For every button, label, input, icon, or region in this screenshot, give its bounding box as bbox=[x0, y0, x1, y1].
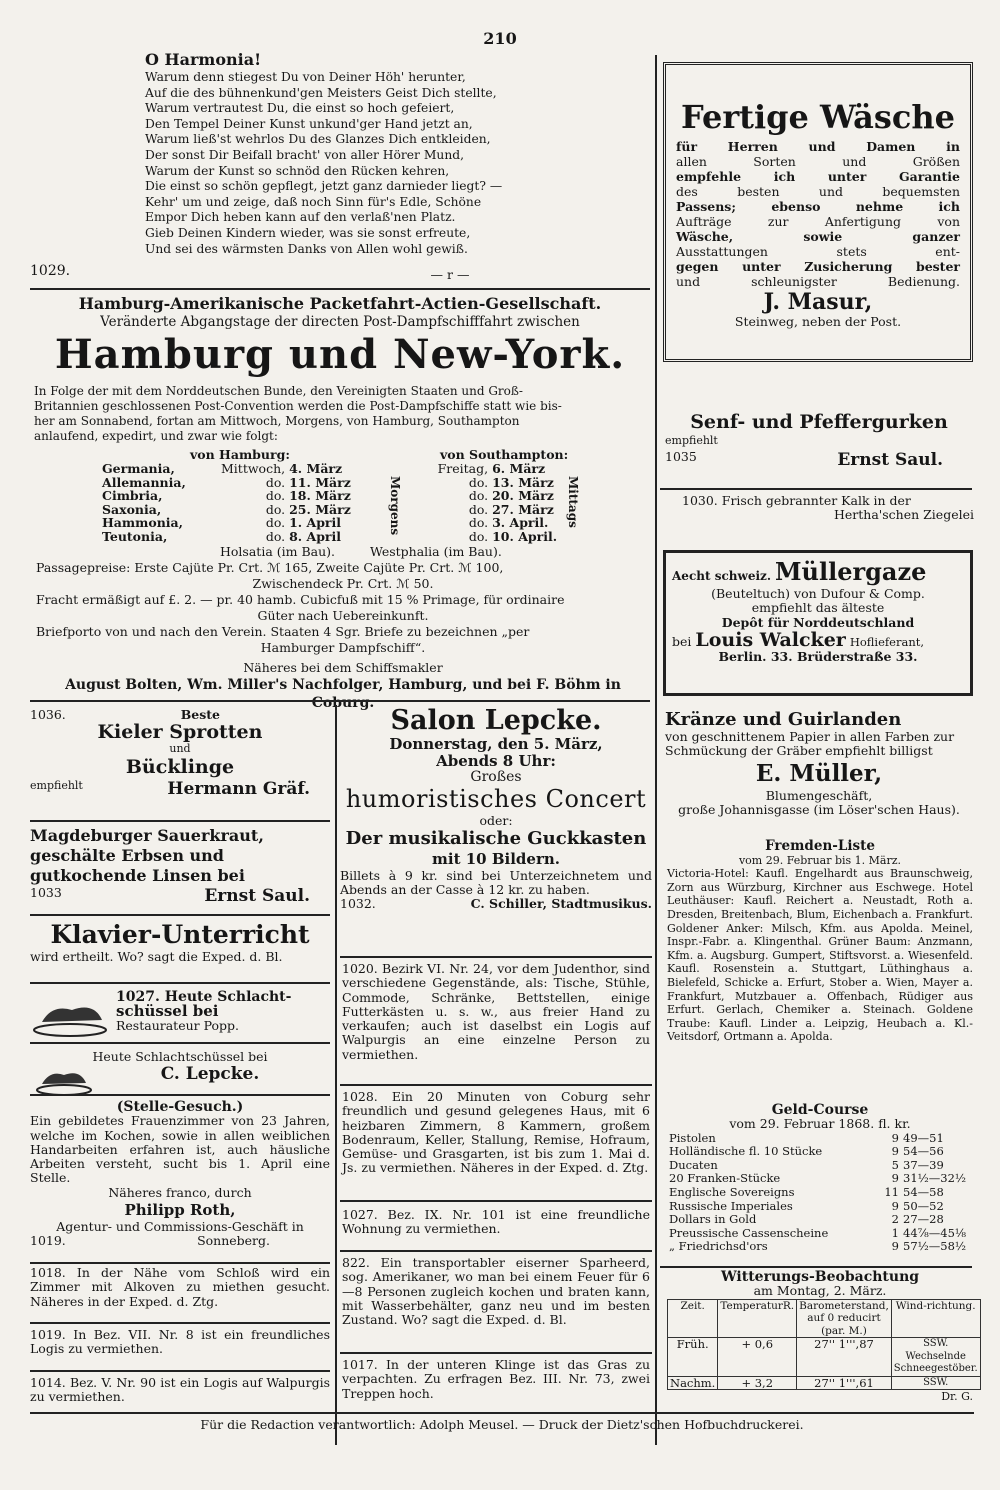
poem-line: Warum ließ'st wehrlos Du des Glanzes Dich entkleiden, bbox=[145, 132, 491, 147]
geld-row bbox=[667, 1213, 973, 1227]
witterung-header: TemperaturR. bbox=[718, 1299, 797, 1338]
geld-kr: 57½—58½ bbox=[903, 1239, 967, 1254]
witterung-header: Barometerstand, auf 0 reducirt (par. M.) bbox=[797, 1299, 892, 1338]
geld-kr: 27—28 bbox=[903, 1212, 944, 1227]
ad-822: 822. Ein transportabler eiserner Sparheerd, sog. Amerikaner, wo man bei einem Feuer für 6—8 Personen zugleich kochen und braten kann, mit Wasserbehälter, ganz neu und im besten Zustand. Wo? sagt die Exped. d. Bl. bbox=[342, 1255, 650, 1328]
schedule-date: 18. März bbox=[289, 488, 351, 504]
geld-name: Ducaten bbox=[669, 1157, 718, 1172]
schedule-ship: Germania, bbox=[102, 461, 175, 476]
rule bbox=[340, 1250, 652, 1252]
rule bbox=[30, 1370, 330, 1372]
geld-kr: 54—58 bbox=[903, 1184, 944, 1199]
geld-name: Pistolen bbox=[669, 1130, 716, 1145]
morgens-label: Morgens bbox=[388, 476, 402, 536]
hapag-ad bbox=[30, 294, 650, 379]
schedule-row bbox=[100, 489, 589, 503]
rule bbox=[340, 1084, 652, 1086]
hapag-headline: Hamburg und New-York. bbox=[54, 331, 626, 378]
geld-fl: 9 bbox=[891, 1171, 899, 1186]
geld-fl: 9 bbox=[891, 1130, 899, 1145]
geld-kr: 31½—32½ bbox=[903, 1171, 967, 1186]
schedule-row bbox=[100, 476, 589, 490]
schedule-date2: 20. März bbox=[492, 488, 554, 504]
ad-1019b: 1019. In Bez. VII. Nr. 8 ist ein freundliches Logis zu vermiethen. bbox=[30, 1327, 330, 1357]
geld-name: Englische Sovereigns bbox=[669, 1184, 795, 1199]
schedule-day2: do. bbox=[468, 501, 489, 517]
rule bbox=[30, 982, 330, 984]
poem-line: Warum vertrautest Du, die einst so hoch gefeiert, bbox=[145, 101, 455, 116]
schedule-table bbox=[100, 462, 589, 544]
schedule-ship: Teutonia, bbox=[102, 528, 168, 544]
hapag-details bbox=[36, 560, 650, 712]
poem-line: Den Tempel Deiner Kunst unkund'ger Hand jetzt an, bbox=[145, 116, 473, 131]
rule bbox=[30, 288, 650, 290]
geld-row bbox=[667, 1227, 973, 1241]
poem-line: Die einst so schön gepflegt, jetzt ganz darnieder liegt? — bbox=[145, 179, 503, 194]
sprotten-number: 1036. bbox=[30, 707, 66, 722]
mittags-label: Mittags bbox=[566, 476, 580, 528]
geld-fl: 2 bbox=[891, 1212, 899, 1227]
ad-1028: 1028. Ein 20 Minuten von Coburg sehr freundlich und gesund gelegenes Haus, mit 6 heizbaren Zimmern, 8 Kammern, großem Bodenraum, Keller, Stallung, Remise, Hofraum, Gemüse- und Grasgarten, ist bis zum 1. Mai d. Js. zu vermiethen. Näheres in der Exped. d. Ztg. bbox=[342, 1089, 650, 1176]
geld-headline: Geld-Course bbox=[771, 1102, 869, 1118]
waesche-ad bbox=[663, 62, 973, 362]
senf-name: Ernst Saul. bbox=[837, 450, 943, 471]
witterung-signature: Dr. G. bbox=[941, 1390, 973, 1404]
witterung-baro: 27'' 1''',61 bbox=[797, 1376, 892, 1390]
hapag-company: Hamburg-Amerikanische Packetfahrt-Actien-Gesellschaft. bbox=[78, 294, 602, 313]
hapag-intro-line: In Folge der mit dem Norddeutschen Bunde, den Vereinigten Staaten und Groß- bbox=[34, 384, 523, 398]
sprotten-ad: 1036. Beste Kieler Sprotten und Bücklinge empfiehlt Hermann Gräf. bbox=[30, 708, 330, 799]
sausage-icon bbox=[32, 998, 112, 1038]
muellergaze-address: Berlin. 33. Brüderstraße 33. bbox=[718, 648, 918, 664]
sprotten-name: Hermann Gräf. bbox=[167, 778, 310, 799]
schedule-date: 1. April bbox=[289, 515, 342, 531]
witterung-date: am Montag, 2. März. bbox=[753, 1283, 887, 1299]
waesche-line: Passens; ebenso nehme ich bbox=[676, 199, 960, 214]
geld-fl: 9 bbox=[891, 1144, 899, 1159]
schedule-block bbox=[100, 462, 620, 544]
rule bbox=[340, 1200, 652, 1202]
poem-title: O Harmonia! bbox=[145, 50, 262, 69]
schedule-row bbox=[100, 503, 589, 517]
column-rule bbox=[335, 705, 337, 1445]
waesche-address: Steinweg, neben der Post. bbox=[734, 314, 902, 329]
muellergaze-ad: Aecht schweiz. Müllergaze (Beuteltuch) von Dufour & Comp. empfiehlt das älteste Depôt für Norddeutschland bei Louis Walcker Hoflieferant, Berlin. 33. Brüderstraße 33. bbox=[663, 550, 973, 696]
geld-kr: 50—52 bbox=[903, 1198, 944, 1213]
rule bbox=[30, 1094, 330, 1096]
schedule-day: do. bbox=[265, 528, 286, 544]
freight-2: Güter nach Uebereinkunft. bbox=[257, 608, 429, 623]
geld-row bbox=[667, 1240, 973, 1254]
poem-number: 1029. bbox=[30, 263, 71, 279]
waesche-name: J. Masur, bbox=[763, 289, 873, 315]
schedule-day: do. bbox=[265, 488, 286, 504]
sauerkraut-name: Ernst Saul. bbox=[204, 886, 310, 906]
poem-line: Und sei des wärmsten Danks von Allen wohl gewiß. bbox=[145, 241, 468, 256]
schlacht-ad-1: 1027. Heute Schlacht- schüssel bei Restaurateur Popp. bbox=[30, 990, 330, 1033]
waesche-line: Ausstattungen stets ent- bbox=[676, 244, 960, 259]
waesche-headline: Fertige Wäsche bbox=[680, 98, 955, 136]
fremden-ad bbox=[667, 840, 973, 1044]
waesche-line: für Herren und Damen in bbox=[676, 139, 960, 154]
rule bbox=[30, 914, 330, 916]
lepcke-number: 1032. bbox=[340, 896, 376, 912]
schedule-ship: Saxonia, bbox=[102, 501, 162, 517]
schedule-day2: Freitag, bbox=[437, 461, 489, 476]
schedule-day: do. bbox=[265, 515, 286, 531]
postage-1: Briefporto von und nach den Verein. Staaten 4 Sgr. Briefe zu bezeichnen „per bbox=[36, 624, 530, 639]
poem-lines bbox=[145, 70, 635, 257]
poem-line: Warum denn stiegest Du von Deiner Höh' herunter, bbox=[145, 70, 466, 84]
witterung-temp: + 3,2 bbox=[718, 1376, 797, 1390]
schedule-day2: do. bbox=[468, 528, 489, 544]
klavier-ad: Klavier-Unterricht wird ertheilt. Wo? sagt die Exped. d. Bl. bbox=[30, 920, 330, 964]
witterung-time: Nachm. bbox=[668, 1376, 718, 1390]
stelle-headline: (Stelle-Gesuch.) bbox=[116, 1099, 244, 1115]
geld-name: Holländische fl. 10 Stücke bbox=[669, 1144, 823, 1159]
hapag-intro-line: her am Sonnabend, fortan am Mittwoch, Morgens, von Hamburg, Southampton bbox=[34, 414, 520, 428]
rule bbox=[30, 820, 330, 822]
hapag-intro-line: anlaufend, expedirt, und zwar wie folgt: bbox=[34, 429, 278, 443]
fremden-headline: Fremden-Liste bbox=[765, 838, 875, 854]
kalk-line-2: Hertha'schen Ziegelei bbox=[834, 507, 974, 523]
geld-fl: 5 bbox=[891, 1157, 899, 1172]
geld-row bbox=[667, 1186, 973, 1200]
schedule-day2: do. bbox=[468, 515, 489, 531]
witterung-table bbox=[667, 1299, 981, 1391]
schedule-ship: Cimbria, bbox=[102, 488, 163, 504]
schedule-date2: 13. März bbox=[492, 474, 554, 490]
hapag-subtitle: Veränderte Abgangstage der directen Post-Dampfschifffahrt zwischen bbox=[100, 314, 580, 330]
geld-row bbox=[667, 1132, 973, 1146]
ad-1020: 1020. Bezirk VI. Nr. 24, vor dem Judenthor, sind verschiedene Gegenstände, als: Tische, Stühle, Commode, Schränke, Bettstellen, einige Futterkästen u. s. w., aus freier Hand zu verkaufen; auch ist daselbst ein Logis auf Walpurgis an eine einzelne Person zu vermiethen. bbox=[342, 961, 650, 1062]
fares-1: Passagepreise: Erste Cajüte Pr. Crt. ℳ 165, Zweite Cajüte Pr. Crt. ℳ 100, bbox=[36, 560, 504, 575]
schedule-row bbox=[100, 516, 589, 530]
sausage-icon bbox=[34, 1066, 94, 1096]
waesche-line: gegen unter Zusicherung bester bbox=[676, 259, 960, 274]
witterung-header: Zeit. bbox=[668, 1299, 718, 1338]
rule bbox=[30, 1322, 330, 1324]
rule bbox=[30, 1412, 974, 1414]
schedule-ship: Hammonia, bbox=[102, 515, 183, 531]
geld-fl: 9 bbox=[891, 1198, 899, 1213]
geld-name: „ Friedrichsd'ors bbox=[669, 1239, 768, 1254]
schlacht-2-name: C. Lepcke. bbox=[160, 1064, 260, 1085]
schedule-date: 25. März bbox=[289, 501, 351, 517]
poem-line: Auf die des bühnenkund'gen Meisters Geist Dich stellte, bbox=[145, 85, 497, 100]
schedule-ship: Allemannia, bbox=[102, 474, 186, 490]
poem-line: Empor Dich heben kann auf den verlaß'nen Platz. bbox=[145, 210, 456, 225]
geld-name: Dollars in Gold bbox=[669, 1212, 757, 1227]
senf-empfiehlt: empfiehlt bbox=[665, 434, 718, 447]
geld-fl: 9 bbox=[891, 1239, 899, 1254]
geld-kr: 37—39 bbox=[903, 1157, 944, 1172]
witterung-temp: + 0,6 bbox=[718, 1338, 797, 1377]
sauerkraut-ad: Magdeburger Sauerkraut, geschälte Erbsen und gutkochende Linsen bei 1033 Ernst Saul. bbox=[30, 826, 310, 906]
rule bbox=[30, 1262, 330, 1264]
poem-line: Warum der Kunst so schnöd den Rücken kehren, bbox=[145, 163, 450, 178]
rule bbox=[340, 1352, 652, 1354]
senf-ad bbox=[665, 412, 973, 470]
kraenze-name: E. Müller, bbox=[755, 759, 883, 787]
postage-2: Hamburger Dampfschiff“. bbox=[260, 640, 426, 655]
column-rule bbox=[655, 55, 657, 1445]
muellergaze-line-3: Depôt für Norddeutschland bbox=[721, 614, 915, 630]
geld-row bbox=[667, 1200, 973, 1214]
poem bbox=[145, 50, 635, 257]
waesche-line: des besten und bequemsten bbox=[676, 184, 960, 199]
stelle-ad: (Stelle-Gesuch.) Ein gebildetes Frauenzimmer von 23 Jahren, welche im Kochen, sowie in allen weiblichen Handarbeiten erfahren ist, auch häusliche Arbeiten versteht, sucht bis 1. April eine Stelle. Näheres franco, durch Philipp Roth, Agentur- und Commissions-Geschäft in 1019. Sonneberg. bbox=[30, 1099, 330, 1249]
geld-fl: 1 bbox=[891, 1225, 899, 1240]
witterung-row bbox=[668, 1338, 981, 1377]
geld-kr: 49—51 bbox=[903, 1130, 944, 1145]
rule bbox=[340, 956, 652, 958]
lepcke-guckkasten: Der musikalische Guckkasten bbox=[345, 827, 647, 849]
schedule-row bbox=[100, 462, 589, 476]
fares-2: Zwischendeck Pr. Crt. ℳ 50. bbox=[252, 576, 434, 591]
schedule-day: Mittwoch, bbox=[221, 461, 286, 476]
geld-name: Preussische Cassenscheine bbox=[669, 1225, 829, 1240]
schedule-date2: 6. März bbox=[492, 461, 546, 476]
poem-signature: — r — bbox=[430, 267, 470, 282]
page-number: 210 bbox=[483, 29, 517, 48]
schedule-date: 8. April bbox=[289, 528, 342, 544]
muellergaze-prefix: Aecht schweiz. bbox=[672, 569, 771, 583]
witterung-wind: SSW. Wechselnde Schneegestöber. bbox=[891, 1338, 980, 1377]
waesche-line: empfehle ich unter Garantie bbox=[676, 169, 960, 184]
geld-row bbox=[667, 1172, 973, 1186]
schedule-date2: 10. April. bbox=[492, 528, 558, 544]
geld-name: Russische Imperiales bbox=[669, 1198, 793, 1213]
muellergaze-name: Louis Walcker bbox=[695, 628, 846, 651]
fremden-text: Victoria-Hotel: Kaufl. Engelhardt aus Braunschweig, Zorn aus Würzburg, Kirchner aus Eschwege. Hotel Leuthäuser: Kaufl. Reichert a. Neustadt, Roth a. Dresden, Breitenbach, Blum, Eichenbach a. Frankfurt. Goldener Anker: Milsch, Kfm. aus Apolda. Meinel, Inspr.-Fabr. a. Klingenthal. Grüner Baum: Anzmann, Kfm. a. Augsburg. Gumpert, Stiftsvorst. a. Wiesenfeld. Kaufl. Rosenstein a. Stuttgart, Lüthinghaus a. Bielefeld, Schicke a. Erfurt, Stober a. Wien, Mayer a. Frankfurt, Mutzbauer a. Offenbach, Rüdiger aus Erfurt. Gerlach, Chemiker a. Steinach. Goldene Traube: Kaufl. Linder a. Leipzig, Heubach a. Kl.-Veitsdorf, Ortmann a. Apolda. bbox=[667, 867, 973, 1044]
freight-1: Fracht ermäßigt auf £. 2. — pr. 40 hamb. Cubicfuß mit 15 % Primage, für ordinaire bbox=[36, 592, 565, 607]
hapag-intro bbox=[34, 384, 648, 444]
col-from-southampton: von Southampton: bbox=[440, 447, 569, 462]
poem-line: Kehr' um und zeige, daß noch Sinn für's Edle, Schöne bbox=[145, 194, 482, 209]
muellergaze-line-2: empfiehlt das älteste bbox=[751, 600, 885, 616]
schedule-date2: 27. März bbox=[492, 501, 554, 517]
lepcke-ad: Salon Lepcke. Donnerstag, den 5. März, Abends 8 Uhr: Großes humoristisches Concert oder: Der musikalische Guckkasten mit 10 Bildern. Billets à 9 kr. sind bei Unterzeichnetem und Abends an der Casse à 12 kr. zu haben. 1032. C. Schiller, Stadtmusikus. bbox=[340, 705, 652, 912]
building-right: Westphalia (im Bau). bbox=[370, 544, 502, 559]
schedule-date: 11. März bbox=[289, 474, 351, 490]
sauerkraut-number: 1033 bbox=[30, 885, 62, 900]
waesche-line: Aufträge zur Anfertigung von bbox=[676, 214, 960, 229]
waesche-line: Wäsche, sowie ganzer bbox=[676, 229, 960, 244]
senf-number: 1035 bbox=[665, 449, 697, 465]
rule bbox=[30, 1042, 330, 1044]
witterung-wind: SSW. bbox=[891, 1376, 980, 1390]
sprotten-line-1: Kieler Sprotten bbox=[97, 721, 263, 744]
rule bbox=[660, 1266, 972, 1268]
witterung-header: Wind-richtung. bbox=[891, 1299, 980, 1338]
hapag-intro-line: Britannien geschlossenen Post-Convention werden die Post-Dampfschiffe statt wie bis- bbox=[34, 399, 562, 413]
witterung-baro: 27'' 1''',87 bbox=[797, 1338, 892, 1377]
schedule-date: 4. März bbox=[289, 461, 343, 476]
geld-ad: Geld-Course vom 29. Februar 1868. fl. kr. Pistolen 9 49—51 Holländische fl. 10 Stücke 9 54—56 Ducaten 5 37—39 20 Franken-Stücke 9 31½—32½ Englische Sovereigns 11 54—58 Russische Imperiales 9 50—52 Dollars in Gold 2 27—28 Preussische Cassenscheine 1 44⅞—45⅛ „ Friedrichsd'ors 9 57½—58½ bbox=[667, 1103, 973, 1254]
muellergaze-line-1: (Beuteltuch) von Dufour & Comp. bbox=[711, 586, 925, 601]
broker-1: Näheres bei dem Schiffsmakler bbox=[243, 660, 443, 675]
witterung-time: Früh. bbox=[668, 1338, 718, 1377]
witterung-headline: Witterungs-Beobachtung bbox=[720, 1269, 920, 1285]
lepcke-name: C. Schiller, Stadtmusikus. bbox=[470, 896, 652, 912]
geld-row bbox=[667, 1159, 973, 1173]
footer: Für die Redaction verantwortlich: Adolph Meusel. — Druck der Dietz'schen Hofbuchdruckerei. bbox=[200, 1417, 804, 1432]
muellergaze-headline: Müllergaze bbox=[774, 557, 927, 586]
kalk-number: 1030. bbox=[682, 493, 718, 508]
broker-2: August Bolten, Wm. Miller's Nachfolger, Hamburg, und bei F. Böhm in Coburg. bbox=[65, 677, 621, 711]
kraenze-headline: Kränze und Guirlanden bbox=[665, 709, 902, 730]
geld-kr: 54—56 bbox=[903, 1144, 944, 1159]
lepcke-headline: Salon Lepcke. bbox=[390, 705, 602, 736]
schedule-date2: 3. April. bbox=[492, 515, 549, 531]
ad-1018: 1018. In der Nähe vom Schloß wird ein Zimmer mit Alkoven zu miethen gesucht. Näheres in der Exped. d. Ztg. bbox=[30, 1265, 330, 1309]
geld-name: 20 Franken-Stücke bbox=[669, 1171, 781, 1186]
klavier-headline: Klavier-Unterricht bbox=[50, 920, 310, 949]
fremden-date: vom 29. Februar bis 1. März. bbox=[738, 853, 902, 867]
kalk-ad bbox=[682, 494, 974, 523]
kraenze-ad: Kränze und Guirlanden von geschnittenem Papier in allen Farben zur Schmückung der Gräber empfiehlt billigst E. Müller, Blumengeschäft, große Johannisgasse (im Löser'schen Haus). bbox=[665, 710, 973, 817]
stelle-number: 1019. bbox=[30, 1233, 66, 1249]
ad-1027b: 1027. Bez. IX. Nr. 101 ist eine freundliche Wohnung zu vermiethen. bbox=[342, 1207, 650, 1237]
witterung-header-row bbox=[668, 1299, 981, 1338]
lepcke-concert: humoristisches Concert bbox=[345, 785, 647, 814]
rule bbox=[660, 488, 972, 490]
senf-headline: Senf- und Pfeffergurken bbox=[690, 411, 948, 433]
geld-fl: 11 bbox=[884, 1184, 899, 1199]
geld-table bbox=[667, 1132, 973, 1254]
poem-line: Gieb Deinen Kindern wieder, was sie sonst erfreute, bbox=[145, 225, 471, 240]
schedule-row bbox=[100, 530, 589, 544]
geld-row bbox=[667, 1145, 973, 1159]
poem-line: Der sonst Dir Beifall bracht' von aller Hörer Mund, bbox=[145, 147, 465, 162]
stelle-name: Philipp Roth, bbox=[124, 1201, 236, 1220]
witterung-row bbox=[668, 1376, 981, 1390]
waesche-line: allen Sorten und Größen bbox=[676, 154, 960, 169]
schedule-day: do. bbox=[265, 501, 286, 517]
schedule-day2: do. bbox=[468, 488, 489, 504]
ad-1017: 1017. In der unteren Klinge ist das Gras zu verpachten. Zu erfragen Bez. III. Nr. 73, zwei Treppen hoch. bbox=[342, 1357, 650, 1401]
col-from-hamburg: von Hamburg: bbox=[190, 447, 290, 462]
waesche-lines bbox=[676, 139, 960, 289]
ad-1014: 1014. Bez. V. Nr. 90 ist ein Logis auf Walpurgis zu vermiethen. bbox=[30, 1375, 330, 1405]
kalk-line-1: 1030. Frisch gebrannter Kalk in der bbox=[682, 493, 911, 508]
rule bbox=[30, 700, 650, 702]
schlacht-ad-2: Heute Schlachtschüssel bei C. Lepcke. bbox=[30, 1050, 330, 1084]
geld-date: vom 29. Februar 1868. bbox=[729, 1116, 875, 1132]
schedule-day2: do. bbox=[468, 474, 489, 490]
building-left: Holsatia (im Bau). bbox=[220, 544, 335, 559]
schedule-day: do. bbox=[265, 474, 286, 490]
waesche-line: und schleunigster Bedienung. bbox=[676, 274, 960, 289]
sprotten-line-2: Bücklinge bbox=[125, 755, 235, 778]
geld-kr: 44⅞—45⅛ bbox=[903, 1225, 967, 1240]
witterung-ad bbox=[667, 1269, 978, 1404]
